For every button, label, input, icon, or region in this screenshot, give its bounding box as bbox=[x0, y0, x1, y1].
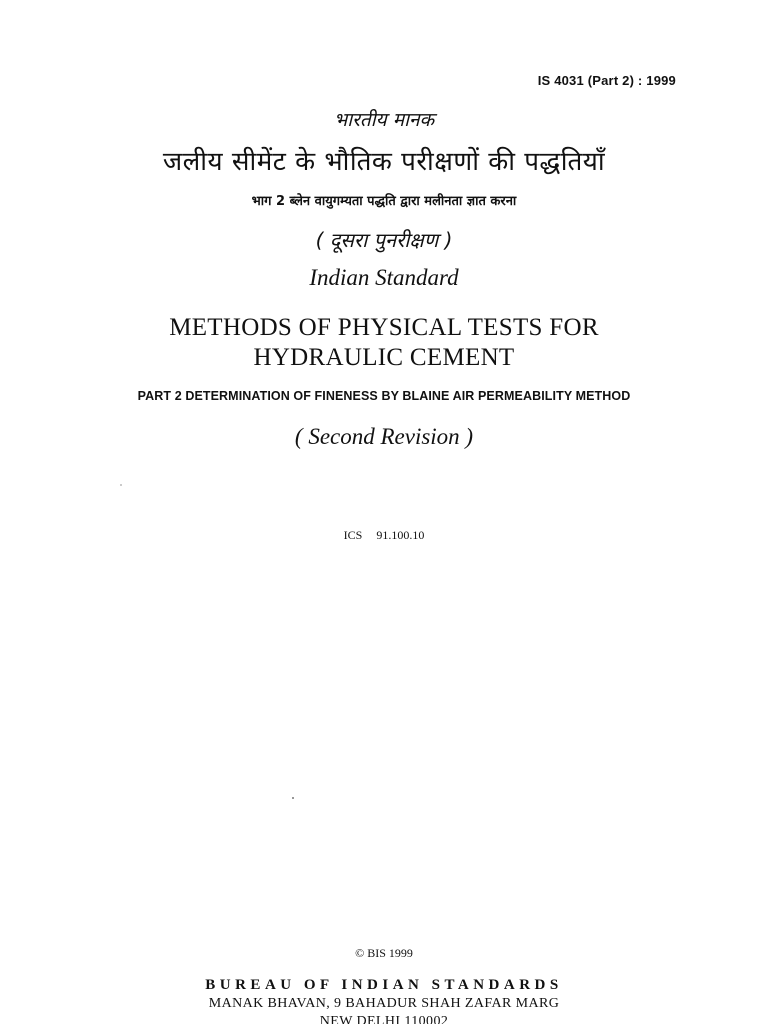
scan-speck bbox=[120, 484, 122, 486]
standard-label: Indian Standard bbox=[309, 265, 459, 290]
address-line-2: NEW DELHI 110002 bbox=[319, 1014, 449, 1024]
main-title bbox=[0, 313, 768, 373]
part-title: PART 2 DETERMINATION OF FINENESS BY BLAINE AIR PERMEABILITY METHOD bbox=[137, 389, 631, 403]
copyright-notice: © BIS 1999 bbox=[355, 946, 413, 960]
hindi-standard-label: भारतीय मानक bbox=[333, 109, 435, 131]
hindi-part-title: भाग 2 ब्लेन वायुगम्यता पद्धति द्वारा मलीनता ज्ञात करना bbox=[251, 194, 517, 209]
main-title-line-1: METHODS OF PHYSICAL TESTS FOR bbox=[169, 314, 599, 341]
main-title-line-2: HYDRAULIC CEMENT bbox=[253, 344, 515, 371]
hindi-revision: ( दूसरा पुनरीक्षण ) bbox=[315, 228, 453, 252]
scan-speck bbox=[292, 797, 294, 799]
address-line-1: MANAK BHAVAN, 9 BAHADUR SHAH ZAFAR MARG bbox=[208, 996, 560, 1011]
document-number: IS 4031 (Part 2) : 1999 bbox=[537, 73, 676, 88]
publisher-name: BUREAU OF INDIAN STANDARDS bbox=[205, 977, 563, 993]
ics-code-line bbox=[0, 528, 768, 543]
ics-label: ICS bbox=[343, 528, 363, 542]
hindi-title: जलीय सीमेंट के भौतिक परीक्षणों की पद्धतियाँ bbox=[162, 147, 606, 177]
ics-code: 91.100.10 bbox=[376, 528, 425, 542]
revision-label: ( Second Revision ) bbox=[294, 424, 474, 449]
